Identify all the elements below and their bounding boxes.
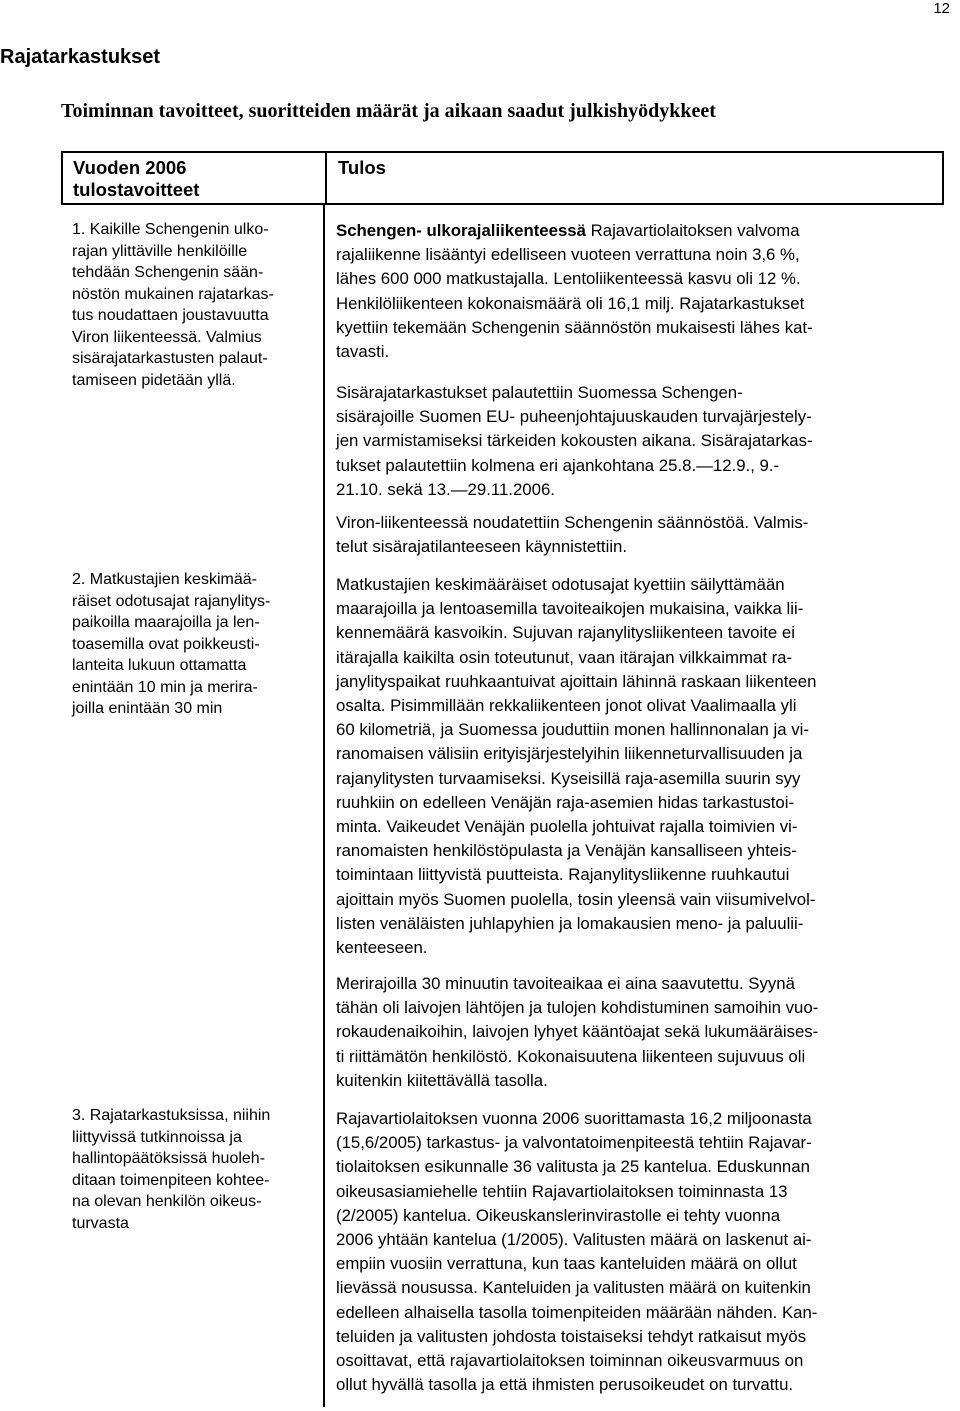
result-paragraph-5: Merirajoilla 30 minuutin tavoiteaikaa ei aina saavutettu. Syynä tähän oli laivojen lähtöjen ja tulojen kohdistuminen samoihin vuo- rokaudenaikoihin, laivojen lyhyet kääntöajat sekä lukumääräises- ti riittämätön henkilöstö. Kokonaisuutena liikenteen sujuvuus oli kuitenkin kiitettävällä tasolla. <box>336 974 819 1090</box>
result-paragraph-3: Viron-liikenteessä noudatettiin Schengenin säännöstöä. Valmis- telut sisärajatilanteeseen käynnistettiin. <box>336 513 809 557</box>
target-3: 3. Rajatarkastuksissa, niihin liittyvissä tutkinnoissa ja hallintopäätöksissä huoleh- ditaan toimenpiteen kohtee- na olevan henkilön oikeus- turvasta <box>72 1107 271 1232</box>
target-1: 1. Kaikille Schengenin ulko- rajan ylittäville henkilöille tehdään Schengenin sään- nöstön mukainen rajatarkas- tus noudattaen joustavuutta Viron liikenteessä. Valmius sisärajatarkastusten palaut- tamiseen pidetään yllä. <box>72 221 274 389</box>
result-lead: Schengen- ulkorajaliikenteessä <box>336 221 586 240</box>
header-result: Tulos <box>338 157 386 178</box>
result-paragraph-6: Rajavartiolaitoksen vuonna 2006 suorittamasta 16,2 miljoonasta (15,6/2005) tarkastus- ja valvontatoimenpiteestä tehtiin Rajavar- tiolaitoksen esikunnalle 36 valitusta ja 25 kantelua. Eduskunnan oikeusasiamiehelle tehtiin Rajavartiolaitoksen toiminnasta 13 (2/2005) kantelua. Oikeuskanslerinvirastolle ei tehty vuonna 2006 yhtään kantelua (1/2005). Valitusten määrä on laskenut ai- empiin vuosiin verrattuna, kun taas kanteluiden määrä on ollut lievässä nousussa. Kanteluiden ja valitusten määrä on kuitenkin edelleen alhaisella tasolla toimenpiteiden määrään nähden. Kan- teluiden ja valitusten johdosta toistaiseksi tehdyt ratkaisut myös osoittavat, että rajavartiolaitoksen toiminnan oikeusvarmuus on ollut hyvällä tasolla ja että ihmisten perusoikeudet on turvattu. <box>336 1109 818 1395</box>
target-2: 2. Matkustajien keskimää- räiset odotusajat rajanylitys- paikoilla maarajoilla ja len- toasemilla ovat poikkeusti- lanteita lukuun ottamatta enintään 10 min ja merira- joilla enintään 30 min <box>72 571 271 717</box>
page-title: Rajatarkastukset <box>0 46 161 68</box>
page-number: 12 <box>933 0 950 17</box>
result-paragraph-4: Matkustajien keskimääräiset odotusajat kyettiin säilyttämään maarajoilla ja lentoasemilla tavoiteaikojen mukaisina, vaikka lii- kennemäärä kasvoikin. Sujuvan rajanylitysliikenteen tavoite ei itärajalla kaikilta osin toteutunut, vaan itärajan vilkkaimmat ra- janylityspaikat ruuhkaantuivat ajoittain lähinnä raskaan liikenteen osalta. Pisimmillään rekkaliikenteen jonot olivat Vaalimaalla yli 60 kilometriä, ja Suomessa jouduttiin monen hallinnonalan ja vi- ranomaisen välisiin erityisjärjestelyihin liikenneturvallisuuden ja rajanylitysten turvaamiseksi. Kyseisillä raja-asemilla suurin syy ruuhkiin on edelleen Venäjän raja-asemien hidas tarkastustoi- minta. Vaikeudet Venäjän puolella johtuivat rajalla toimivien vi- ranomaisten henkilöstöpulasta ja Venäjän kansalliseen yhteis- toimintaan liittyvistä puutteista. Rajanylitysliikenne ruuhkautui ajoittain myös Suomen puolella, tosin yleensä vain viisumivelvol- listen venäläisten juhlapyhien ja lomakausien meno- ja paluulii- kenteeseen. <box>336 575 817 958</box>
section-subtitle: Toiminnan tavoitteet, suoritteiden määrät ja aikaan saadut julkishyödykkeet <box>61 100 716 122</box>
table-header <box>61 151 944 205</box>
result-paragraph-1-text: Rajavartiolaitoksen valvoma rajaliikenne lisääntyi edelliseen vuoteen verrattuna noin 3,6 %, lähes 600 000 matkustajalla. Lentoliikenteessä kasvu oli 12 %. Henkilöliikenteen kokonaismäärä oli 16,1 milj. Rajatarkastukset kyettiin tekemään Schengenin säännöstön mukaisesti lähes kat- tavasti. <box>336 221 813 362</box>
result-paragraph-2: Sisärajatarkastukset palautettiin Suomessa Schengen- sisärajoille Suomen EU- puheenjohtajuuskauden turvajärjestely- jen varmistamiseksi tärkeiden kokousten aikana. Sisärajatarkas- tukset palautettiin kolmena eri ajankohtana 25.8.—12.9., 9.- 21.10. sekä 13.—29.11.2006. <box>336 383 813 499</box>
header-divider <box>325 153 327 203</box>
header-targets: Vuoden 2006 tulostavoitteet <box>73 157 200 200</box>
result-paragraph-1 <box>336 219 940 364</box>
